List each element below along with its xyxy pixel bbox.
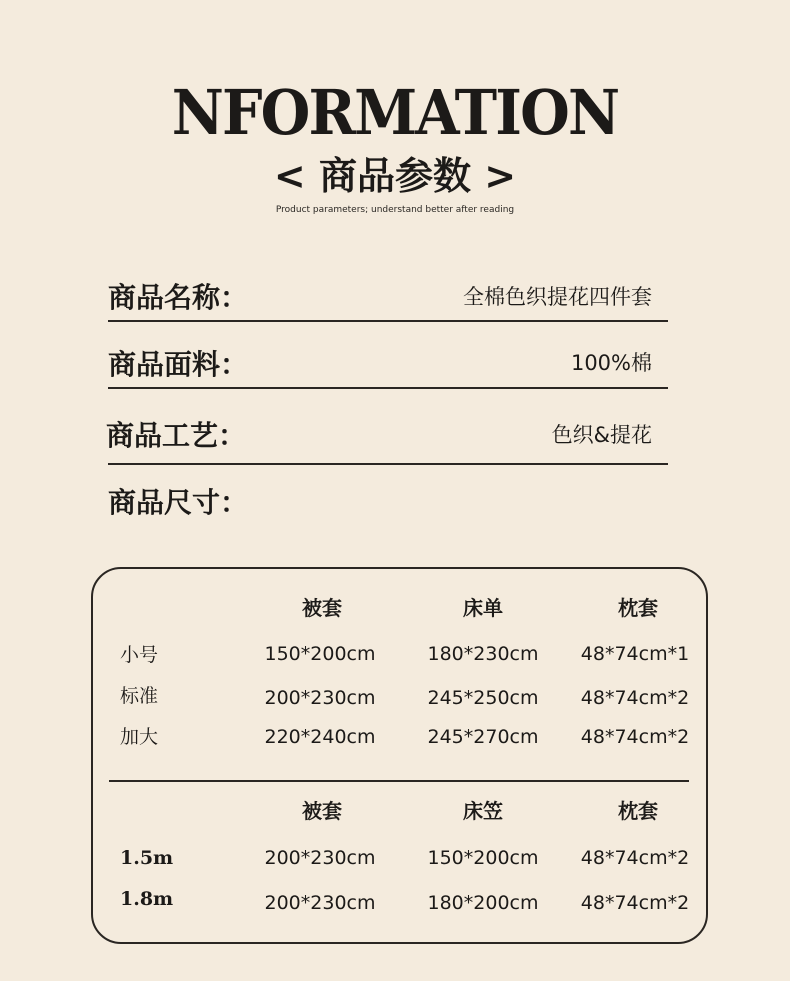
table1-row-label: 小号	[120, 644, 159, 666]
info-row-craft	[108, 418, 668, 466]
table1-header-duvet: 被套	[302, 596, 342, 620]
table1-cell: 220*240cm	[264, 726, 376, 748]
table1-cell: 200*230cm	[264, 687, 376, 709]
table1-header-pillow: 枕套	[618, 596, 658, 620]
divider-line	[108, 387, 668, 389]
table2-header-fitted-sheet: 床笠	[463, 799, 503, 823]
table2-cell: 150*200cm	[427, 847, 539, 869]
info-row-fabric	[108, 347, 668, 391]
table2-cell: 48*74cm*2	[580, 892, 690, 914]
table1-cell: 150*200cm	[264, 643, 376, 665]
table1-row-label: 加大	[120, 726, 159, 748]
info-row-name	[108, 280, 668, 324]
table2-row-label: 1.5m	[120, 847, 174, 869]
table1-cell: 245*250cm	[427, 687, 539, 709]
page-title: NFORMATION	[171, 76, 619, 149]
divider-line	[108, 320, 668, 322]
divider-line	[108, 463, 668, 465]
table2-row-label: 1.8m	[120, 888, 174, 910]
table2-cell: 48*74cm*2	[580, 847, 690, 869]
table2-header-pillow: 枕套	[618, 799, 658, 823]
craft-label: 商品工艺：	[106, 419, 247, 452]
fabric-value: 100%棉	[570, 351, 652, 375]
table2-cell: 200*230cm	[264, 847, 376, 869]
table1-header-sheet: 床单	[463, 596, 503, 620]
fabric-label: 商品面料：	[108, 348, 249, 381]
table1-cell: 48*74cm*2	[580, 726, 690, 748]
size-label: 商品尺寸：	[108, 486, 249, 519]
table2-header-duvet: 被套	[302, 799, 342, 823]
table2-cell: 200*230cm	[264, 892, 376, 914]
name-value: 全棉色织提花四件套	[463, 285, 652, 309]
table-divider	[109, 780, 689, 782]
table2-cell: 180*200cm	[427, 892, 539, 914]
name-label: 商品名称：	[108, 281, 249, 314]
table1-row-label: 标准	[120, 685, 159, 707]
table1-cell: 48*74cm*2	[580, 687, 690, 709]
page-subtitle: < 商品参数 >	[273, 154, 517, 198]
craft-value: 色织&提花	[551, 423, 652, 447]
table1-cell: 48*74cm*1	[580, 643, 690, 665]
table1-cell: 180*230cm	[427, 643, 539, 665]
table1-cell: 245*270cm	[427, 726, 539, 748]
tagline: Product parameters; understand better after reading	[275, 205, 515, 215]
size-table-box	[91, 567, 708, 944]
